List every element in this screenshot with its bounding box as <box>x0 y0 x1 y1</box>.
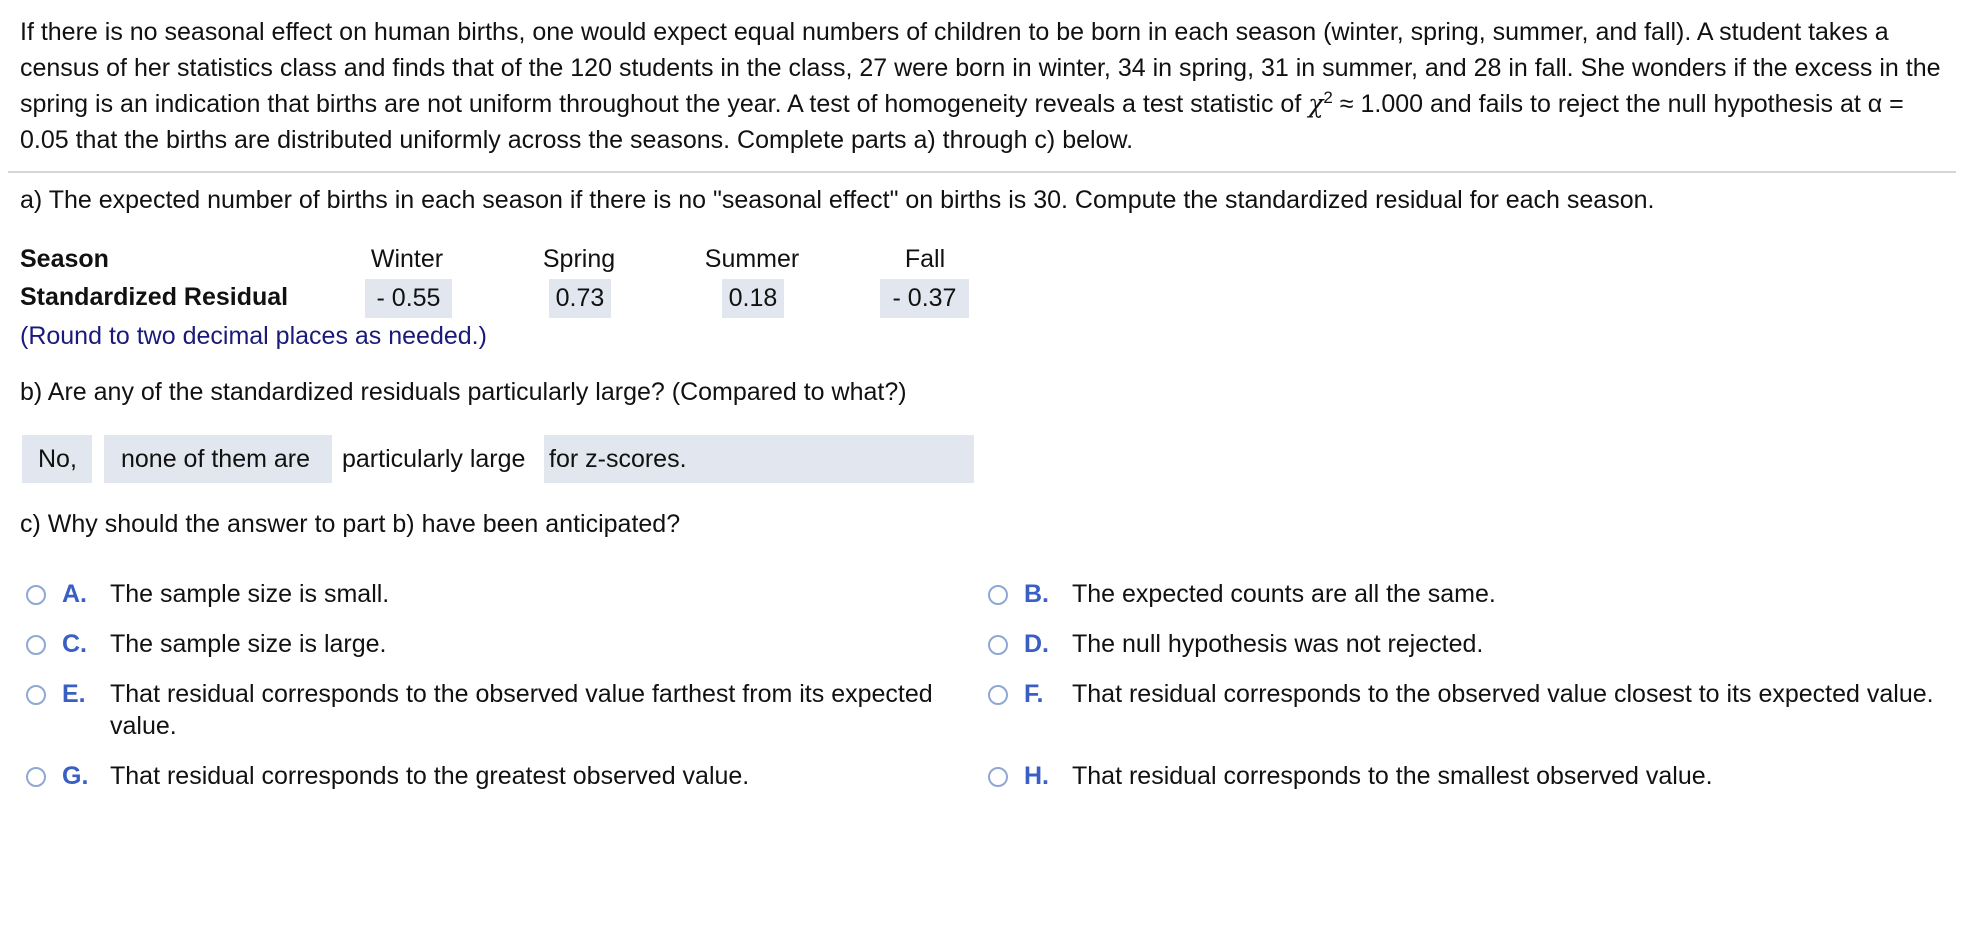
option-g-radio[interactable] <box>26 767 46 787</box>
option-a-letter: A. <box>62 580 87 608</box>
option-b-radio[interactable] <box>988 585 1008 605</box>
option-g-text[interactable]: That residual corresponds to the greatest observed value. <box>110 762 750 790</box>
option-e-radio[interactable] <box>26 685 46 705</box>
option-a-radio[interactable] <box>26 585 46 605</box>
option-h-radio[interactable] <box>988 767 1008 787</box>
option-b-letter: B. <box>1024 580 1049 608</box>
rounding-note: (Round to two decimal places as needed.) <box>20 322 487 350</box>
option-b-text[interactable]: The expected counts are all the same. <box>1072 580 1496 608</box>
option-d-radio[interactable] <box>988 635 1008 655</box>
season-summer: Summer <box>704 245 800 273</box>
problem-text-2: ≈ 1.000 and fails to reject the null hypothesis at α = 0.05 that the births are distributed uniformly across the seasons. Complete parts a) through c) below. <box>20 90 1904 154</box>
option-f-text[interactable]: That residual corresponds to the observed value closest to its expected value. <box>1072 680 1934 708</box>
option-c-radio[interactable] <box>26 635 46 655</box>
residual-winter-field[interactable]: - 0.55 <box>365 279 452 318</box>
answer-select-1-value: No, <box>38 445 77 473</box>
problem-text-1: If there is no seasonal effect on human births, one would expect equal numbers of children to be born in each season (winter, spring, summer, and fall). A student takes a census of her statistics class and finds that of the 120 students in the class, 27 were born in winter, 34 in spring, 31 in summer, and 28 in fall. She wonders if the excess in the spring is an indication that births are not uniform throughout the year. A test of homogeneity reveals a test statistic of <box>20 18 1941 118</box>
part-c-question: c) Why should the answer to part b) have been anticipated? <box>20 510 681 538</box>
section-divider <box>8 171 1956 173</box>
season-spring: Spring <box>542 245 616 273</box>
problem-statement <box>20 14 1950 158</box>
option-a-text[interactable]: The sample size is small. <box>110 580 390 608</box>
residual-summer-field[interactable]: 0.18 <box>722 279 784 318</box>
residual-fall-field[interactable]: - 0.37 <box>880 279 969 318</box>
fill-static-text: particularly large <box>342 445 526 473</box>
option-f-letter: F. <box>1024 680 1044 708</box>
chi-square-symbol <box>1308 89 1333 118</box>
option-d-letter: D. <box>1024 630 1049 658</box>
option-g-letter: G. <box>62 762 89 790</box>
option-h-text[interactable]: That residual corresponds to the smallest observed value. <box>1072 762 1713 790</box>
option-c-text[interactable]: The sample size is large. <box>110 630 387 658</box>
residual-row-label: Standardized Residual <box>20 283 289 311</box>
option-h-letter: H. <box>1024 762 1049 790</box>
option-c-letter: C. <box>62 630 87 658</box>
answer-select-2-value: none of them are <box>121 445 311 473</box>
option-f-radio[interactable] <box>988 685 1008 705</box>
option-d-text[interactable]: The null hypothesis was not rejected. <box>1072 630 1484 658</box>
season-winter: Winter <box>370 245 444 273</box>
answer-select-3-value: for z-scores. <box>549 445 687 473</box>
chi-exponent: 2 <box>1323 88 1333 107</box>
chi-symbol: χ <box>1308 89 1324 118</box>
option-e-letter: E. <box>62 680 86 708</box>
season-row-label: Season <box>20 245 109 273</box>
residual-spring-field[interactable]: 0.73 <box>549 279 611 318</box>
part-a-question: a) The expected number of births in each season if there is no "seasonal effect" on births is 30. Compute the standardized residual for each season. <box>20 186 1655 214</box>
part-b-question: b) Are any of the standardized residuals particularly large? (Compared to what?) <box>20 378 907 406</box>
season-fall: Fall <box>904 245 946 273</box>
option-e-text[interactable]: That residual corresponds to the observed value farthest from its expected value. <box>110 680 933 740</box>
